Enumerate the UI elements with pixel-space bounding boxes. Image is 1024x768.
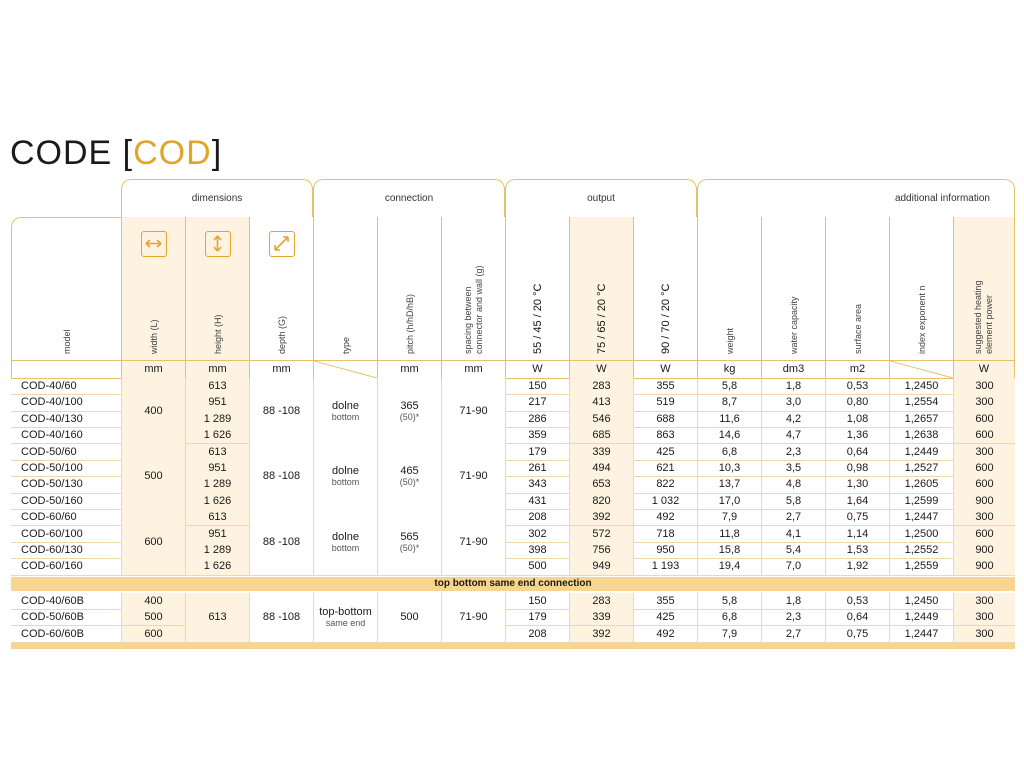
bottom-bar (11, 643, 1015, 649)
merged-value-depth: 88 -108 (262, 611, 301, 624)
cell-model: COD-50/160 (21, 494, 83, 507)
merged-cell-width (121, 444, 185, 510)
cell-m2: 1,64 (825, 493, 889, 509)
cell-o1: 500 (505, 558, 569, 574)
cell-o3: 425 (633, 444, 697, 460)
header-water (761, 217, 825, 360)
unit-water: dm3 (761, 361, 825, 378)
header-weight-label: weight (724, 327, 735, 354)
cell-w: 300 (953, 509, 1015, 525)
units-row (11, 360, 1015, 379)
cell-m2: 0,75 (825, 509, 889, 525)
cell-w: 600 (953, 411, 1015, 427)
unit-output-3: W (633, 361, 697, 378)
cell-o1: 302 (505, 526, 569, 542)
header-power-label-1: suggested heating (973, 280, 983, 354)
cell-n: 1,2657 (889, 411, 953, 427)
cell-o1: 431 (505, 493, 569, 509)
cell-m2: 0,98 (825, 460, 889, 476)
header-surface-label: surface area (852, 303, 863, 354)
title-prefix: CODE [ (10, 134, 134, 172)
header-depth (249, 217, 313, 360)
merged-cell-spacing (441, 444, 505, 510)
header-height-label: height (H) (212, 314, 223, 354)
cell-width: 500 (121, 609, 185, 625)
cell-model: COD-50/130 (21, 478, 83, 491)
merged-cell-spacing (441, 378, 505, 444)
cell-w: 900 (953, 493, 1015, 509)
cell-o3: 1 032 (633, 493, 697, 509)
merged-sub-pitch: (50)* (399, 477, 420, 488)
cell-o2: 820 (569, 493, 633, 509)
cell-height: 1 289 (185, 476, 249, 492)
cell-o3: 492 (633, 509, 697, 525)
cell-o2: 392 (569, 509, 633, 525)
cell-o3: 1 193 (633, 558, 697, 574)
cell-height: 951 (185, 526, 249, 542)
cell-w: 300 (953, 626, 1015, 642)
header-surface (825, 217, 889, 360)
cell-o3: 355 (633, 593, 697, 609)
cell-m2: 1,92 (825, 558, 889, 574)
cell-m2: 1,53 (825, 542, 889, 558)
merged-cell-height (185, 593, 249, 642)
cell-model: COD-60/130 (21, 544, 83, 556)
cell-height: 613 (185, 444, 249, 460)
cell-model: COD-40/60 (21, 380, 77, 392)
merged-cell-type (313, 444, 377, 510)
cell-n: 1,2447 (889, 509, 953, 525)
merged-value-depth: 88 -108 (262, 470, 301, 483)
cell-o2: 339 (569, 609, 633, 625)
merged-cell-width (121, 378, 185, 444)
unit-surface: m2 (825, 361, 889, 378)
merged-value-pitch: 365 (400, 399, 419, 412)
cell-o2: 392 (569, 626, 633, 642)
cell-o2: 949 (569, 558, 633, 574)
header-spacing-label-1: spacing between (462, 286, 473, 354)
table-row (11, 609, 1015, 629)
merged-value-type: dolne (332, 399, 359, 412)
cell-width: 400 (121, 593, 185, 609)
cell-m2: 0,75 (825, 626, 889, 642)
cell-dm: 5,4 (761, 542, 825, 558)
cell-model: COD-60/60 (21, 511, 77, 524)
cell-w: 300 (953, 378, 1015, 394)
header-output-1 (505, 217, 569, 360)
cell-model: COD-60/160 (21, 560, 83, 573)
cell-o1: 343 (505, 476, 569, 492)
unit-power: W (953, 361, 1015, 378)
header-index (889, 217, 953, 360)
header-type (313, 217, 377, 360)
header-model (11, 217, 121, 360)
cell-height: 951 (185, 394, 249, 410)
cell-o1: 150 (505, 378, 569, 394)
merged-cell-width (121, 509, 185, 575)
cell-model: COD-50/100 (21, 462, 83, 474)
header-type-label: type (340, 336, 351, 354)
cell-w: 600 (953, 460, 1015, 476)
merged-value-width: 600 (144, 535, 163, 548)
merged-sub-type: bottom (331, 542, 360, 553)
cell-n: 1,2450 (889, 593, 953, 609)
cell-m2: 1,30 (825, 476, 889, 492)
cell-o1: 261 (505, 460, 569, 476)
merged-sub-type: bottom (331, 477, 360, 488)
cell-o2: 572 (569, 526, 633, 542)
table-row (11, 593, 1015, 610)
cell-height: 613 (185, 509, 249, 525)
cell-dm: 1,8 (761, 378, 825, 394)
cell-kg: 11,6 (697, 411, 761, 427)
header-output-1-label: 55 / 45 / 20 °C (531, 283, 544, 354)
unit-spacing: mm (441, 361, 505, 378)
unit-weight: kg (697, 361, 761, 378)
cell-o3: 822 (633, 476, 697, 492)
cell-o3: 718 (633, 526, 697, 542)
header-height (185, 217, 249, 360)
merged-value-type: dolne (332, 530, 359, 543)
cell-m2: 1,14 (825, 526, 889, 542)
cell-n: 1,2552 (889, 542, 953, 558)
merged-value-depth: 88 -108 (262, 404, 301, 417)
unit-depth: mm (249, 361, 313, 378)
header-pitch (377, 217, 441, 360)
merged-value-type: top-bottom (319, 606, 372, 619)
cell-n: 1,2449 (889, 444, 953, 460)
cell-o3: 425 (633, 609, 697, 625)
cell-height: 1 626 (185, 427, 249, 443)
cell-o1: 286 (505, 411, 569, 427)
unit-model (11, 361, 121, 378)
header-water-label: water capacity (788, 296, 799, 354)
merged-value-width: 400 (144, 404, 163, 417)
cell-n: 1,2638 (889, 427, 953, 443)
merged-cell-pitch (377, 593, 441, 642)
header-model-label: model (61, 329, 72, 354)
header-width-label: width (L) (148, 319, 159, 354)
merged-value-spacing: 71-90 (459, 535, 488, 548)
header-output-2 (569, 217, 633, 360)
cell-height: 1 289 (185, 542, 249, 558)
height-arrow-icon (205, 231, 231, 257)
cell-model: COD-40/160 (21, 429, 83, 442)
cell-dm: 3,5 (761, 460, 825, 476)
cell-n: 1,2450 (889, 378, 953, 394)
cell-n: 1,2447 (889, 626, 953, 642)
merged-cell-pitch (377, 378, 441, 444)
cell-o2: 339 (569, 444, 633, 460)
cell-w: 300 (953, 394, 1015, 410)
cell-n: 1,2500 (889, 526, 953, 542)
cell-w: 900 (953, 558, 1015, 574)
merged-value-pitch: 565 (400, 530, 419, 543)
merged-sub-type: same end (325, 618, 366, 629)
cell-o1: 217 (505, 394, 569, 410)
cell-o1: 398 (505, 542, 569, 558)
cell-kg: 10,3 (697, 460, 761, 476)
merged-cell-type (313, 509, 377, 575)
cell-m2: 0,80 (825, 394, 889, 410)
unit-output-2: W (569, 361, 633, 378)
cell-o1: 179 (505, 609, 569, 625)
header-pitch-label: pitch (h/hD/hB) (404, 293, 415, 354)
cell-kg: 6,8 (697, 609, 761, 625)
merged-value-depth: 88 -108 (262, 535, 301, 548)
merged-value-spacing: 71-90 (459, 404, 488, 417)
header-output-3 (633, 217, 697, 360)
cell-w: 300 (953, 444, 1015, 460)
header-power-label-2: element power (984, 294, 994, 354)
cell-w: 600 (953, 427, 1015, 443)
title-suffix: ] (211, 134, 223, 172)
cell-o2: 283 (569, 378, 633, 394)
group-additional: additional information (697, 179, 1015, 217)
cell-dm: 2,7 (761, 626, 825, 642)
page-title (10, 133, 222, 173)
merged-cell-depth (249, 378, 313, 444)
cell-m2: 1,08 (825, 411, 889, 427)
cell-height: 1 626 (185, 493, 249, 509)
cell-dm: 4,8 (761, 476, 825, 492)
cell-model: COD-60/60B (21, 627, 84, 640)
table-row (11, 626, 1015, 643)
cell-dm: 2,3 (761, 444, 825, 460)
header-depth-label: depth (G) (276, 315, 287, 354)
cell-height: 613 (185, 378, 249, 394)
depth-arrow-icon (269, 231, 295, 257)
cell-dm: 2,7 (761, 509, 825, 525)
merged-cell-spacing (441, 593, 505, 642)
cell-o2: 283 (569, 593, 633, 609)
cell-kg: 8,7 (697, 394, 761, 410)
cell-model: COD-60/100 (21, 527, 83, 540)
cell-kg: 13,7 (697, 476, 761, 492)
cell-o3: 492 (633, 626, 697, 642)
cell-n: 1,2605 (889, 476, 953, 492)
cell-dm: 3,0 (761, 394, 825, 410)
cell-m2: 0,53 (825, 593, 889, 609)
group-output: output (505, 179, 697, 217)
cell-model: COD-40/60B (21, 594, 84, 607)
group-dimensions: dimensions (121, 179, 313, 217)
cell-o1: 208 (505, 509, 569, 525)
cell-m2: 1,36 (825, 427, 889, 443)
merged-cell-pitch (377, 444, 441, 510)
cell-height: 951 (185, 460, 249, 476)
cell-kg: 11,8 (697, 526, 761, 542)
unit-index (889, 361, 953, 378)
header-output-2-label: 75 / 65 / 20 °C (595, 283, 608, 354)
merged-value-height: 613 (208, 611, 227, 624)
cell-w: 300 (953, 593, 1015, 609)
cell-kg: 14,6 (697, 427, 761, 443)
cell-w: 900 (953, 542, 1015, 558)
cell-width: 600 (121, 626, 185, 642)
merged-cell-depth (249, 593, 313, 642)
cell-model: COD-40/100 (21, 396, 83, 409)
merged-value-pitch: 465 (400, 465, 419, 478)
cell-model: COD-50/60 (21, 445, 77, 458)
cell-w: 600 (953, 476, 1015, 492)
cell-height: 1 626 (185, 558, 249, 574)
cell-n: 1,2449 (889, 609, 953, 625)
cell-n: 1,2599 (889, 493, 953, 509)
unit-output-1: W (505, 361, 569, 378)
cell-model: COD-40/130 (21, 412, 83, 425)
cell-m2: 0,64 (825, 609, 889, 625)
merged-value-width: 500 (144, 470, 163, 483)
merged-cell-spacing (441, 509, 505, 575)
unit-height: mm (185, 361, 249, 378)
header-power (953, 217, 1015, 360)
cell-o2: 546 (569, 411, 633, 427)
cell-o1: 359 (505, 427, 569, 443)
cell-o2: 685 (569, 427, 633, 443)
cell-kg: 5,8 (697, 378, 761, 394)
cell-height: 1 289 (185, 411, 249, 427)
cell-o3: 355 (633, 378, 697, 394)
cell-kg: 15,8 (697, 542, 761, 558)
merged-cell-type (313, 593, 377, 642)
cell-w: 300 (953, 609, 1015, 625)
cell-o2: 653 (569, 476, 633, 492)
cell-o3: 950 (633, 542, 697, 558)
merged-sub-pitch: (50)* (399, 411, 420, 422)
merged-cell-pitch (377, 509, 441, 575)
header-width (121, 217, 185, 360)
cell-o2: 494 (569, 460, 633, 476)
cell-kg: 6,8 (697, 444, 761, 460)
cell-o1: 150 (505, 593, 569, 609)
merged-sub-type: bottom (331, 411, 360, 422)
cell-n: 1,2527 (889, 460, 953, 476)
merged-cell-depth (249, 509, 313, 575)
cell-dm: 2,3 (761, 609, 825, 625)
cell-o2: 756 (569, 542, 633, 558)
cell-o3: 519 (633, 394, 697, 410)
unit-pitch: mm (377, 361, 441, 378)
cell-o3: 621 (633, 460, 697, 476)
cell-kg: 5,8 (697, 593, 761, 609)
header-spacing-label-2: connector and wall (g) (473, 265, 484, 354)
cell-o3: 863 (633, 427, 697, 443)
cell-o3: 688 (633, 411, 697, 427)
cell-dm: 1,8 (761, 593, 825, 609)
cell-n: 1,2554 (889, 394, 953, 410)
cell-o1: 179 (505, 444, 569, 460)
cell-kg: 19,4 (697, 558, 761, 574)
header-index-label: index exponent n (916, 285, 927, 354)
unit-width: mm (121, 361, 185, 378)
cell-kg: 17,0 (697, 493, 761, 509)
cell-o2: 413 (569, 394, 633, 410)
merged-cell-type (313, 378, 377, 444)
cell-dm: 4,7 (761, 427, 825, 443)
header-weight (697, 217, 761, 360)
cell-dm: 7,0 (761, 558, 825, 574)
section-band: top bottom same end connection (11, 577, 1015, 591)
width-arrow-icon (141, 231, 167, 257)
merged-sub-pitch: (50)* (399, 542, 420, 553)
merged-value-pitch: 500 (400, 611, 419, 624)
cell-kg: 7,9 (697, 509, 761, 525)
merged-cell-depth (249, 444, 313, 510)
merged-value-type: dolne (332, 465, 359, 478)
cell-kg: 7,9 (697, 626, 761, 642)
cell-dm: 5,8 (761, 493, 825, 509)
group-connection: connection (313, 179, 505, 217)
cell-w: 600 (953, 526, 1015, 542)
cell-model: COD-50/60B (21, 611, 84, 624)
cell-dm: 4,1 (761, 526, 825, 542)
cell-m2: 0,53 (825, 378, 889, 394)
cell-n: 1,2559 (889, 558, 953, 574)
title-code: COD (133, 134, 212, 172)
header-spacing (441, 217, 505, 360)
merged-value-spacing: 71-90 (459, 611, 488, 624)
merged-value-spacing: 71-90 (459, 470, 488, 483)
cell-dm: 4,2 (761, 411, 825, 427)
unit-type (313, 361, 377, 378)
cell-o1: 208 (505, 626, 569, 642)
header-output-3-label: 90 / 70 / 20 °C (659, 283, 672, 354)
cell-m2: 0,64 (825, 444, 889, 460)
